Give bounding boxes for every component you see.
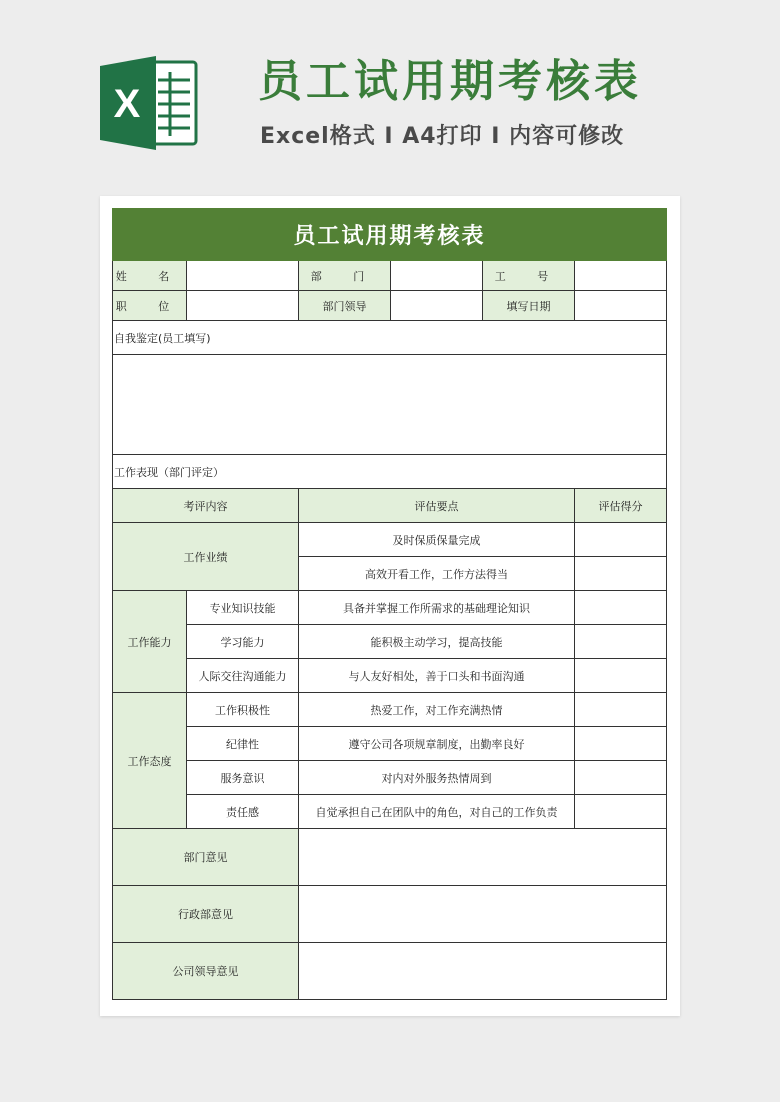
page-subtitle: Excel格式 I A4打印 I 内容可修改	[260, 124, 625, 149]
category-work-attitude: 工作态度	[113, 693, 187, 829]
self-eval-label: 自我鉴定(员工填写)	[113, 321, 667, 355]
sub-item: 工作积极性	[187, 693, 299, 727]
form-title-row	[113, 209, 667, 261]
position-field[interactable]	[187, 291, 299, 321]
evaluation-point: 能积极主动学习，提高技能	[299, 625, 575, 659]
score-cell[interactable]	[575, 659, 667, 693]
opinion-row	[113, 829, 667, 886]
score-cell[interactable]	[575, 625, 667, 659]
name-label: 姓 名	[113, 261, 187, 291]
fill-date-field[interactable]	[575, 291, 667, 321]
evaluation-point: 及时保质保量完成	[299, 523, 575, 557]
table-row	[113, 523, 667, 557]
table-row	[113, 795, 667, 829]
opinion-row	[113, 886, 667, 943]
score-cell[interactable]	[575, 591, 667, 625]
evaluation-point: 高效开看工作，工作方法得当	[299, 557, 575, 591]
position-label: 职 位	[113, 291, 187, 321]
admin-opinion-label: 行政部意见	[113, 886, 299, 943]
fill-date-label: 填写日期	[483, 291, 575, 321]
info-row-1	[113, 261, 667, 291]
sub-item: 人际交往沟通能力	[187, 659, 299, 693]
admin-opinion-field[interactable]	[299, 886, 667, 943]
employee-id-field[interactable]	[575, 261, 667, 291]
evaluation-point: 对内对外服务热情周到	[299, 761, 575, 795]
table-header-row	[113, 489, 667, 523]
page-title: 员工试用期考核表	[258, 56, 642, 107]
sub-item: 专业知识技能	[187, 591, 299, 625]
score-cell[interactable]	[575, 761, 667, 795]
score-cell[interactable]	[575, 523, 667, 557]
self-eval-area[interactable]	[113, 355, 667, 455]
sub-item: 责任感	[187, 795, 299, 829]
self-eval-area-row	[113, 355, 667, 455]
score-cell[interactable]	[575, 557, 667, 591]
leadership-opinion-label: 公司领导意见	[113, 943, 299, 1000]
score-cell[interactable]	[575, 727, 667, 761]
opinion-row	[113, 943, 667, 1000]
sub-item: 学习能力	[187, 625, 299, 659]
table-row	[113, 591, 667, 625]
dept-leader-field[interactable]	[391, 291, 483, 321]
column-header-content: 考评内容	[113, 489, 299, 523]
info-row-2	[113, 291, 667, 321]
dept-leader-label: 部门领导	[299, 291, 391, 321]
sub-item: 纪律性	[187, 727, 299, 761]
department-label: 部 门	[299, 261, 391, 291]
evaluation-point: 遵守公司各项规章制度，出勤率良好	[299, 727, 575, 761]
table-row	[113, 625, 667, 659]
category-work-ability: 工作能力	[113, 591, 187, 693]
evaluation-point: 具备并掌握工作所需求的基础理论知识	[299, 591, 575, 625]
score-cell[interactable]	[575, 795, 667, 829]
performance-label-row	[113, 455, 667, 489]
dept-opinion-field[interactable]	[299, 829, 667, 886]
table-row	[113, 659, 667, 693]
category-work-result: 工作业绩	[113, 523, 299, 591]
table-row	[113, 761, 667, 795]
department-field[interactable]	[391, 261, 483, 291]
employee-id-label: 工 号	[483, 261, 575, 291]
column-header-points: 评估要点	[299, 489, 575, 523]
excel-logo-letter: X	[113, 82, 141, 126]
sub-item: 服务意识	[187, 761, 299, 795]
table-row	[113, 727, 667, 761]
table-row	[113, 693, 667, 727]
assessment-form	[112, 208, 667, 1000]
self-eval-label-row	[113, 321, 667, 355]
name-field[interactable]	[187, 261, 299, 291]
evaluation-point: 自觉承担自己在团队中的角色，对自己的工作负责	[299, 795, 575, 829]
form-title: 员工试用期考核表	[113, 209, 667, 261]
leadership-opinion-field[interactable]	[299, 943, 667, 1000]
evaluation-point: 与人友好相处，善于口头和书面沟通	[299, 659, 575, 693]
score-cell[interactable]	[575, 693, 667, 727]
performance-label: 工作表现（部门评定）	[113, 455, 667, 489]
evaluation-point: 热爱工作，对工作充满热情	[299, 693, 575, 727]
column-header-score: 评估得分	[575, 489, 667, 523]
document-page	[100, 196, 680, 1016]
dept-opinion-label: 部门意见	[113, 829, 299, 886]
excel-icon	[100, 56, 198, 150]
